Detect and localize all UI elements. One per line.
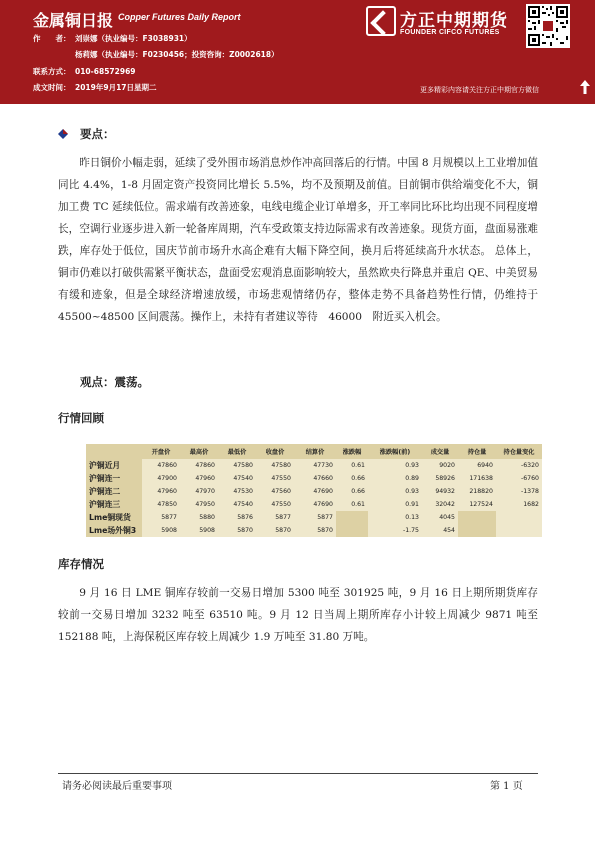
table-cell: 127524 [458, 498, 496, 511]
contact-label: 联系方式： [33, 67, 71, 76]
inventory-title: 库存情况 [58, 557, 104, 571]
page-number: 第 1 页 [490, 781, 523, 792]
table-cell: 5908 [142, 524, 180, 537]
table-cell: 5877 [294, 511, 336, 524]
table-cell: 5880 [180, 511, 218, 524]
col-header: 成交量 [422, 444, 458, 459]
table-cell: -1.75 [368, 524, 422, 537]
key-points-paragraph [58, 152, 538, 328]
wechat-qr-code [526, 4, 570, 48]
col-header: 涨跌幅 [336, 444, 368, 459]
table-cell: 47550 [256, 472, 294, 485]
table-cell: 47960 [142, 485, 180, 498]
footer-disclaimer: 请务必阅读最后重要事项 [62, 781, 172, 792]
table-cell: 47860 [142, 459, 180, 472]
viewpoint: 观点：震荡。 [80, 375, 149, 389]
table-cell: 5870 [294, 524, 336, 537]
row-label: 沪铜近月 [86, 459, 142, 472]
col-header: 持仓量变化 [496, 444, 542, 459]
table-cell: 47540 [218, 498, 256, 511]
wechat-note: 更多精彩内容请关注方正中期官方微信 [420, 86, 539, 94]
diamond-bullet-icon [58, 129, 68, 139]
table-cell [458, 511, 496, 524]
table-cell: 47950 [180, 498, 218, 511]
table-cell: 47530 [218, 485, 256, 498]
row-label: 沪铜连一 [86, 472, 142, 485]
col-header: 收盘价 [256, 444, 294, 459]
market-review-title: 行情回顾 [58, 411, 104, 425]
table-cell: 5870 [256, 524, 294, 537]
col-header: 结算价 [294, 444, 336, 459]
table-cell: 47580 [218, 459, 256, 472]
table-cell: 47860 [180, 459, 218, 472]
table-cell: 0.66 [336, 472, 368, 485]
date-label: 成文时间： [33, 83, 71, 92]
table-cell: 5876 [218, 511, 256, 524]
table-cell: 0.61 [336, 459, 368, 472]
table-cell: 5870 [218, 524, 256, 537]
company-logo [366, 6, 516, 40]
table-cell: 47690 [294, 485, 336, 498]
logo-cn-text: 方正中期期货 [400, 11, 508, 31]
table-cell: -6320 [496, 459, 542, 472]
table-cell: 5908 [180, 524, 218, 537]
table-cell: -1378 [496, 485, 542, 498]
table-cell: 47540 [218, 472, 256, 485]
col-header: 持仓量 [458, 444, 496, 459]
table-cell: 47660 [294, 472, 336, 485]
inventory-text: 9 月 16 日 LME 铜库存较前一交易日增加 5300 吨至 301925 吨，9 月 16 日上期所期货库存较前一交易日增加 3232 吨至 63510 吨。9 月 12 日当周上期所库存小计较上周减少 9871 吨至 152188 吨，上海保税区库存较上周减少 1.9 万吨至 31.80 万吨。 [58, 587, 538, 643]
table-cell: 47960 [180, 472, 218, 485]
table-row [86, 498, 542, 511]
table-cell: 9020 [422, 459, 458, 472]
table-cell [496, 524, 542, 537]
table-row [86, 485, 542, 498]
author-2: 杨莉娜（执业编号：F0230456；投资咨询：Z0002618） [75, 50, 279, 59]
author-line-2 [33, 49, 279, 60]
market-review-table [86, 444, 542, 537]
table-cell: 4045 [422, 511, 458, 524]
table-row [86, 524, 542, 537]
table-row [86, 459, 542, 472]
col-header: 最低价 [218, 444, 256, 459]
col-header: 涨跌幅(前) [368, 444, 422, 459]
table-cell: 0.93 [368, 459, 422, 472]
logo-mark-icon [366, 6, 396, 36]
table-cell: 0.93 [368, 485, 422, 498]
table-cell: 47580 [256, 459, 294, 472]
table-cell: 0.61 [336, 498, 368, 511]
report-title: 金属铜日报 [33, 11, 114, 30]
table-row [86, 511, 542, 524]
table-cell: 0.66 [336, 485, 368, 498]
table-cell: 47730 [294, 459, 336, 472]
key-points-heading: 要点： [80, 127, 115, 141]
author-line-1 [33, 33, 192, 44]
table-cell: 47550 [256, 498, 294, 511]
table-cell: 47900 [142, 472, 180, 485]
table-cell: 0.91 [368, 498, 422, 511]
table-cell: 0.89 [368, 472, 422, 485]
table-cell: 47560 [256, 485, 294, 498]
date-line [33, 82, 157, 93]
logo-en-text: FOUNDER CIFCO FUTURES [400, 29, 500, 36]
row-label: Lme铜现货 [86, 511, 142, 524]
table-cell: 218820 [458, 485, 496, 498]
report-subtitle: Copper Futures Daily Report [118, 12, 241, 22]
date-value: 2019年9月17日星期二 [75, 83, 157, 92]
table-cell: 58926 [422, 472, 458, 485]
table-header-row [86, 444, 542, 459]
contact-value: 010-68572969 [75, 67, 136, 76]
inventory-paragraph [58, 582, 538, 648]
table-cell: -6760 [496, 472, 542, 485]
author-label: 作 者： [33, 34, 71, 43]
col-header: 开盘价 [142, 444, 180, 459]
footer-divider [58, 773, 538, 774]
table-cell [336, 511, 368, 524]
table-row [86, 472, 542, 485]
table-cell: 32042 [422, 498, 458, 511]
table-cell: 454 [422, 524, 458, 537]
col-header: 最高价 [180, 444, 218, 459]
key-points-text: 昨日铜价小幅走弱，延续了受外围市场消息炒作冲高回落后的行情。中国 8 月规模以上工业增加值同比 4.4%，1-8 月固定资产投资同比增长 5.5%，均不及预期及前值。目前铜市供给端变化不大，铜加工费 TC 延续低位。需求端有改善迹象，电线电缆企业订单增多，开工率同比环比均出现不同程度增长，空调行业逐步进入新一轮备库周期，汽车受政策支持边际需求有改善迹象。现货方面，盘面易涨难跌，库存处于低位，国庆节前市场升水高企难有大幅下降空间，换月后将延续高升水状态。 总体上，铜市仍难以打破供需紧平衡状态，盘面受宏观消息面影响较大，虽然欧央行降息并重启 QE、中美贸易有缓和迹象，但是全球经济增速放缓，市场悲观情绪仍存，整体走势不具备趋势性行情，仍维持于 45500~48500 区间震荡。操作上，未持有者建议等待 46000 附近买入机会。 [58, 157, 538, 323]
row-label: Lme场外铜3 [86, 524, 142, 537]
table-cell: 1682 [496, 498, 542, 511]
table-cell: 6940 [458, 459, 496, 472]
table-cell: 171638 [458, 472, 496, 485]
table-cell: 47970 [180, 485, 218, 498]
table-cell [496, 511, 542, 524]
author-1: 刘崇娜（执业编号：F3038931） [75, 34, 192, 43]
table-cell: 5877 [256, 511, 294, 524]
table-cell: 5877 [142, 511, 180, 524]
table-cell [336, 524, 368, 537]
row-label: 沪铜连三 [86, 498, 142, 511]
table-cell: 47690 [294, 498, 336, 511]
table-cell: 0.13 [368, 511, 422, 524]
table-cell: 47850 [142, 498, 180, 511]
table-cell [458, 524, 496, 537]
arrow-up-icon [580, 80, 590, 94]
contact-line [33, 66, 136, 77]
report-header [0, 0, 595, 104]
row-label: 沪铜连二 [86, 485, 142, 498]
table-cell: 94932 [422, 485, 458, 498]
